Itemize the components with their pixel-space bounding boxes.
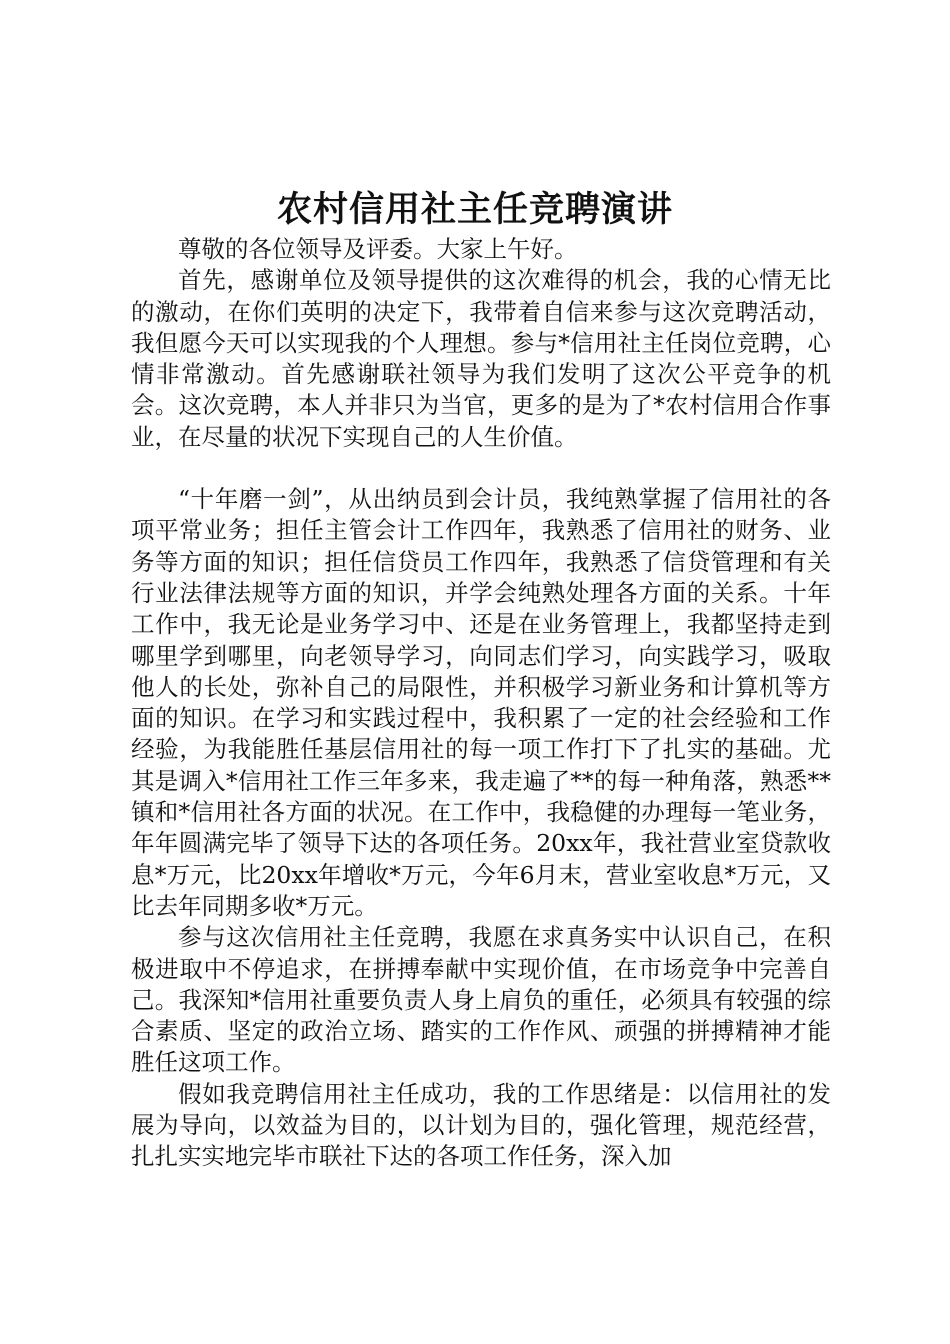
document-body [131,234,831,1173]
paragraph-motivation: 参与这次信用社主任竞聘，我愿在求真务实中认识自己，在积极进取中不停追求，在拼搏奉献中实现价值，在市场竞争中完善自己。我深知*信用社重要负责人身上肩负的重任，必须具有较强的综合素质、坚定的政治立场、踏实的工作作风、顽强的拼搏精神才能胜任这项工作。 [131,923,831,1077]
paragraph-greeting: 尊敬的各位领导及评委。大家上午好。 [178,235,578,263]
paragraph-thanks: 首先，感谢单位及领导提供的这次难得的机会，我的心情无比的激动，在你们英明的决定下，我带着自信来参与这次竞聘活动，我但愿今天可以实现我的个人理想。参与*信用社主任岗位竞聘，心情非常激动。首先感谢联社领导为我们发明了这次公平竞争的机会。这次竞聘，本人并非只为当官，更多的是为了*农村信用合作事业，在尽量的状况下实现自己的人生价值。 [131,266,831,451]
paragraph-plan: 假如我竞聘信用社主任成功，我的工作思绪是：以信用社的发展为导向，以效益为目的，以计划为目的，强化管理，规范经营，扎扎实实地完毕市联社下达的各项工作任务，深入加 [131,1079,831,1171]
paragraph-gap [131,453,831,484]
paragraph-experience: “十年磨一剑”，从出纳员到会计员，我纯熟掌握了信用社的各项平常业务；担任主管会计工作四年，我熟悉了信用社的财务、业务等方面的知识；担任信贷员工作四年，我熟悉了信贷管理和有关行业法律法规等方面的知识，并学会纯熟处理各方面的关系。十年工作中，我无论是业务学习中、还是在业务管理上，我都坚持走到哪里学到哪里，向老领导学习，向同志们学习，向实践学习，吸取他人的长处，弥补自己的局限性，并积极学习新业务和计算机等方面的知识。在学习和实践过程中，我积累了一定的社会经验和工作经验，为我能胜任基层信用社的每一项工作打下了扎实的基础。尤其是调入*信用社工作三年多来，我走遍了**的每一种角落，熟悉**镇和*信用社各方面的状况。在工作中，我稳健的办理每一笔业务，年年圆满完毕了领导下达的各项任务。20xx年，我社营业室贷款收息*万元，比20xx年增收*万元，今年6月末，营业室收息*万元，又比去年同期多收*万元。 [131,485,831,920]
document-title: 农村信用社主任竞聘演讲 [276,189,673,230]
